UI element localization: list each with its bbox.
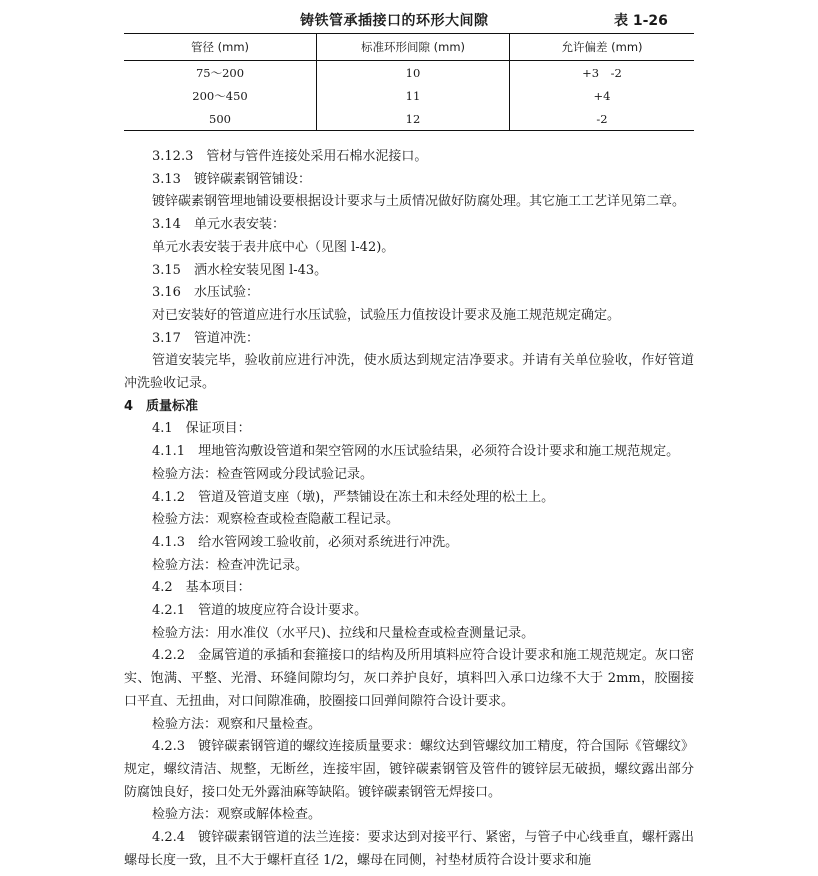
paragraph: 镀锌碳素钢管埋地铺设要根据设计要求与土质情况做好防腐处理。其它施工工艺详见第二章。 bbox=[152, 194, 686, 210]
paragraph: 检验方法：观察检查或检查隐蔽工程记录。 bbox=[152, 512, 400, 528]
header-standard-gap: 标准环形间隙 (mm) bbox=[317, 34, 510, 61]
paragraph: 4.2.4 镀锌碳素钢管道的法兰连接：要求达到对接平行、紧密，与管子中心线垂直，螺杆露出螺母长度一致，且不大于螺杆直径 1/2，螺母在同侧，衬垫材质符合设计要求和施 bbox=[124, 830, 694, 868]
paragraph: 3.15 洒水栓安装见图 l-43。 bbox=[152, 262, 328, 278]
cell-pipe-diameter: 200～450 bbox=[192, 88, 248, 103]
section-heading: 4 质量标准 bbox=[124, 398, 199, 414]
paragraph: 管道安装完毕，验收前应进行冲洗，使水质达到规定洁净要求。并请有关单位验收，作好管道冲洗验收记录。 bbox=[124, 353, 694, 392]
header-tolerance: 允许偏差 (mm) bbox=[510, 34, 695, 61]
table-header-row bbox=[124, 34, 694, 61]
table-row bbox=[124, 107, 694, 131]
paragraph: 4.1.1 埋地管沟敷设管道和架空管网的水压试验结果，必须符合设计要求和施工规范规定。 bbox=[152, 444, 680, 460]
cell-tolerance: -2 bbox=[510, 107, 695, 131]
table-row bbox=[124, 84, 694, 107]
cell-tolerance: +4 bbox=[510, 84, 695, 107]
paragraph: 4.2.2 金属管道的承插和套箍接口的结构及所用填料应符合设计要求和施工规范规定。灰口密实、饱满、平整、光滑、环缝间隙均匀，灰口养护良好，填料凹入承口边缘不大于 2mm，胶圈接口平直、无扭曲，对口间隙准确，胶圈接口回弹间隙符合设计要求。 bbox=[124, 648, 694, 709]
paragraph: 3.14 单元水表安装： bbox=[152, 217, 285, 233]
cell-tolerance: +3 -2 bbox=[510, 61, 695, 85]
body-text bbox=[124, 146, 694, 873]
cell-standard-gap: 11 bbox=[317, 84, 510, 107]
table-row bbox=[124, 61, 694, 85]
paragraph: 检验方法：用水准仪（水平尺)、拉线和尺量检查或检查测量记录。 bbox=[152, 625, 535, 641]
paragraph: 4.2.1 管道的坡度应符合设计要求。 bbox=[152, 603, 368, 619]
cell-pipe-diameter: 500 bbox=[209, 111, 231, 126]
paragraph: 3.12.3 管材与管件连接处采用石棉水泥接口。 bbox=[152, 149, 428, 164]
paragraph: 检验方法：检查管网或分段试验记录。 bbox=[152, 466, 374, 482]
paragraph: 3.13 镀锌碳素钢管铺设： bbox=[152, 171, 311, 187]
gap-table bbox=[124, 33, 694, 131]
paragraph: 4.1.2 管道及管道支座（墩)，严禁铺设在冻土和未经处理的松土上。 bbox=[152, 489, 555, 505]
paragraph: 检验方法：观察和尺量检查。 bbox=[152, 716, 322, 732]
table-number: 表 1-26 bbox=[614, 13, 668, 29]
paragraph: 检验方法：观察或解体检查。 bbox=[152, 807, 322, 823]
paragraph: 3.17 管道冲洗： bbox=[152, 330, 259, 346]
paragraph: 4.1 保证项目： bbox=[152, 421, 251, 437]
paragraph: 4.1.3 给水管网竣工验收前，必须对系统进行冲洗。 bbox=[152, 534, 459, 550]
paragraph: 4.2 基本项目： bbox=[152, 580, 251, 596]
paragraph: 检验方法：检查冲洗记录。 bbox=[152, 557, 309, 573]
table-title: 铸铁管承插接口的环形大间隙 bbox=[300, 13, 489, 29]
cell-standard-gap: 10 bbox=[317, 61, 510, 85]
paragraph: 4.2.3 镀锌碳素钢管道的螺纹连接质量要求：螺纹达到管螺纹加工精度，符合国际《管螺纹》规定，螺纹清洁、规整，无断丝，连接牢固，镀锌碳素钢管及管件的镀锌层无破损，螺纹露出部分防腐蚀良好，接口处无外露油麻等缺陷。镀锌碳素钢管无焊接口。 bbox=[124, 739, 694, 800]
cell-standard-gap: 12 bbox=[317, 107, 510, 131]
header-pipe-diameter: 管径 (mm) bbox=[124, 34, 317, 61]
cell-pipe-diameter: 75～200 bbox=[195, 65, 245, 80]
paragraph: 对已安装好的管道应进行水压试验，试验压力值按设计要求及施工规范规定确定。 bbox=[152, 307, 621, 323]
paragraph: 3.16 水压试验： bbox=[152, 285, 259, 301]
paragraph: 单元水表安装于表井底中心（见图 l-42)。 bbox=[152, 239, 395, 255]
